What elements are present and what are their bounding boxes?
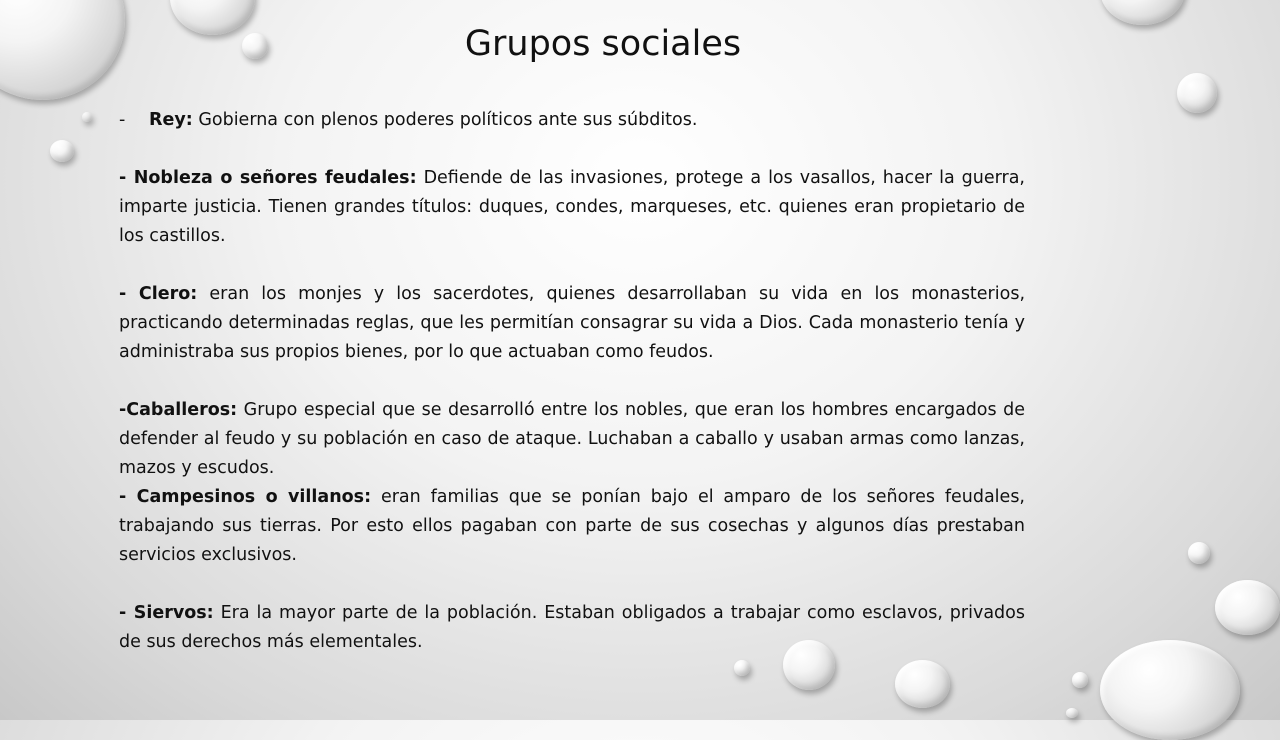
item-clero: [119, 280, 1025, 367]
item-caballeros: [119, 396, 1025, 483]
water-drop-decoration: [734, 660, 750, 676]
water-drop-decoration: [1100, 0, 1185, 25]
desc-siervos: Era la mayor parte de la población. Estaban obligados a trabajar como esclavos, privados de sus derechos más elementales.: [119, 603, 1025, 652]
term-nobleza: - Nobleza o señores feudales:: [119, 168, 417, 188]
desc-clero: eran los monjes y los sacerdotes, quienes desarrollaban su vida en los monasterios, practicando determinadas reglas, que les permitían consagrar su vida a Dios. Cada monasterio tenía y administraba sus propios bienes, por lo que actuaban como feudos.: [119, 284, 1026, 362]
water-drop-decoration: [50, 140, 74, 162]
water-drop-decoration: [1100, 640, 1240, 740]
desc-campesinos: eran familias que se ponían bajo el amparo de los señores feudales, trabajando sus tierras. Por esto ellos pagaban con parte de sus cosechas y algunos días prestaban servicios exclusivos.: [119, 487, 1025, 565]
desc-nobleza: Defiende de las invasiones, protege a los vasallos, hacer la guerra, imparte justicia. Tienen grandes títulos: duques, condes, marqueses, etc. quienes eran propietario de los castillos.: [119, 168, 1025, 246]
item-nobleza: [119, 164, 1025, 251]
desc-caballeros: Grupo especial que se desarrolló entre los nobles, que eran los hombres encargados de defender al feudo y su población en caso de ataque. Luchaban a caballo y usaban armas como lanzas, mazos y escudos.: [119, 400, 1025, 478]
term-clero: - Clero:: [119, 284, 198, 304]
slide-body: [119, 106, 1025, 657]
water-drop-decoration: [1177, 73, 1217, 113]
term-caballeros: -Caballeros:: [119, 400, 238, 420]
water-drop-decoration: [82, 112, 92, 122]
slide-title: Grupos sociales: [464, 24, 742, 64]
term-campesinos: - Campesinos o villanos:: [119, 487, 372, 507]
term-rey: Rey:: [149, 110, 193, 130]
water-drop-decoration: [1215, 580, 1280, 635]
term-siervos: - Siervos:: [119, 603, 214, 623]
bullet-dash: -: [119, 110, 126, 130]
water-drop-decoration: [1188, 542, 1210, 564]
item-campesinos: [119, 483, 1025, 570]
water-drop-decoration: [1072, 672, 1088, 688]
desc-rey: Gobierna con plenos poderes políticos ante sus súbditos.: [192, 110, 698, 130]
water-drop-decoration: [1066, 708, 1078, 718]
item-siervos: [119, 599, 1025, 657]
item-rey: [119, 106, 1025, 135]
water-drop-decoration: [895, 660, 950, 708]
